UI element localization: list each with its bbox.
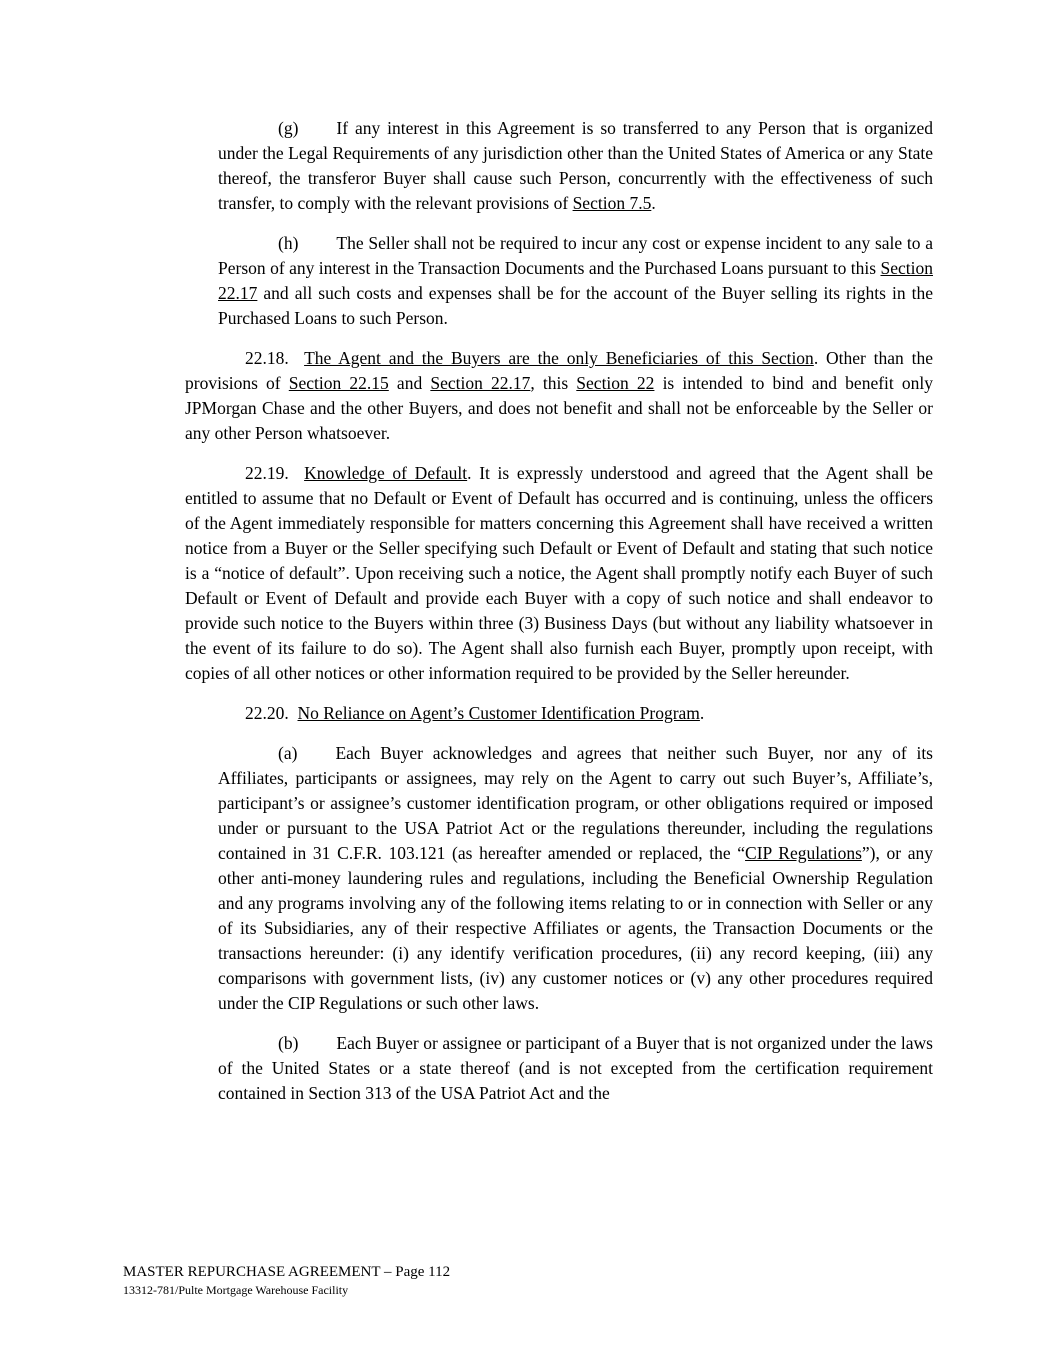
section-number: 22.18. [245, 348, 305, 368]
text-run: . [699, 703, 705, 723]
section-reference: Section 22.17 [430, 373, 531, 393]
text-run: and [388, 373, 431, 393]
clause-label: (a) [278, 743, 298, 763]
text-run: is intended to bind and benefit only JPMorgan Chase and the other Buyers, and does not benefit and shall not be enforceable by the Seller or any other Person whatsoever. [185, 373, 934, 443]
clause-label: (b) [278, 1033, 299, 1053]
paragraph-h [218, 231, 933, 331]
text-run: ”), or any other anti-money laundering rules and regulations, including the Beneficial Ownership Regulation and any programs involving any of the following items relating to or in connection with Seller or any of its Subsidiaries, any of their respective Affiliates or agents, the Transaction Documents or the transactions hereunder: (i) any identify verification procedures, (ii) any record keeping, (iii) any comparisons with government lists, (iv) any customer notices or (v) any other procedures required under the CIP Regulations or such other laws. [218, 843, 934, 1013]
section-heading: Knowledge of Default [304, 463, 468, 483]
text-run: The Seller shall not be required to incur any cost or expense incident to any sale to a Person of any interest in the Transaction Documents and the Purchased Loans pursuant to this [218, 233, 933, 278]
section-reference: Section 7.5 [572, 193, 652, 213]
section-number: 22.19. [245, 463, 305, 483]
section-reference: Section 22 [576, 373, 655, 393]
paragraph-g [218, 116, 933, 216]
clause-label: (h) [278, 233, 299, 253]
text-run: , this [530, 373, 577, 393]
text-run: and all such costs and expenses shall be for the account of the Buyer selling its rights in the Purchased Loans to such Person. [218, 283, 933, 328]
text-run: . [651, 193, 656, 213]
footer-document-title-page-number: MASTER REPURCHASE AGREEMENT – Page 112 [123, 1264, 451, 1280]
section-heading: No Reliance on Agent’s Customer Identification Program [297, 703, 700, 723]
page-footer [123, 1262, 983, 1298]
section-heading: The Agent and the Buyers are the only Beneficiaries of this Section [304, 348, 814, 368]
footer-matter-reference: 13312-781/Pulte Mortgage Warehouse Facility [123, 1283, 349, 1297]
text-run: Each Buyer acknowledges and agrees that neither such Buyer, nor any of its Affiliates, participants or assignees, may rely on the Agent to carry out such Buyer’s, Affiliate’s, participant’s or assignee’s customer identification program, or other obligations required or imposed under or pursuant to the USA Patriot Act or the regulations thereunder, including the regulations contained in 31 C.F.R. 103.121 (as hereafter amended or replaced, the “ [218, 743, 933, 863]
section-22-20 [185, 701, 933, 726]
section-reference: Section 22.17 [218, 258, 933, 303]
text-run: If any interest in this Agreement is so transferred to any Person that is organized under the Legal Requirements of any jurisdiction other than the United States of America or any State thereof, the transferor Buyer shall cause such Person, concurrently with the effectiveness of such transfer, to comply with the relevant provisions of [218, 118, 933, 213]
section-22-19 [185, 461, 933, 686]
paragraph-a [218, 741, 933, 1016]
section-reference: Section 22.15 [288, 373, 389, 393]
clause-label: (g) [278, 118, 299, 138]
section-22-18 [185, 346, 933, 446]
text-run: . It is expressly understood and agreed that the Agent shall be entitled to assume that no Default or Event of Default has occurred and is continuing, unless the officers of the Agent immediately responsible for matters concerning this Agreement shall have received a written notice from a Buyer or the Seller specifying such Default or Event of Default and stating that such notice is a “notice of default”. Upon receiving such a notice, the Agent shall promptly notify each Buyer of such Default or Event of Default and provide each Buyer with a copy of such notice and shall endeavor to provide such notice to the Buyers within three (3) Business Days (but without any liability whatsoever in the event of its failure to do so). The Agent shall also furnish each Buyer, promptly upon receipt, with copies of all other notices or other information required to be provided by the Seller hereunder. [185, 463, 933, 683]
paragraph-b [218, 1031, 933, 1106]
defined-term: CIP Regulations [745, 843, 862, 863]
text-run: . Other than the provisions of [185, 348, 933, 393]
document-body [185, 116, 933, 1121]
section-number: 22.20. [245, 703, 298, 723]
text-run: Each Buyer or assignee or participant of a Buyer that is not organized under the laws of the United States or a state thereof (and is not excepted from the certification requirement contained in Section 313 of the USA Patriot Act and the [218, 1033, 933, 1103]
